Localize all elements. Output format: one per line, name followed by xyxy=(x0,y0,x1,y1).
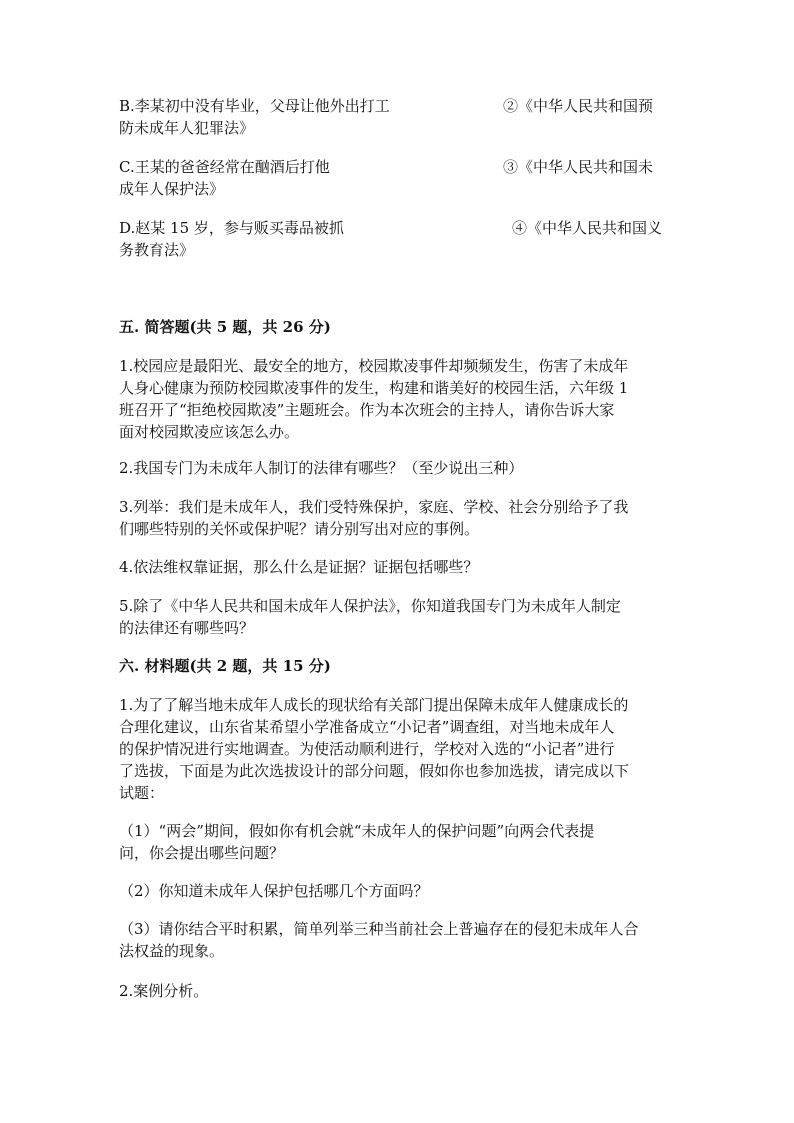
option-b-left: B.李某初中没有毕业，父母让他外出打工 xyxy=(119,97,390,115)
s6-q2: 2.案例分析。 xyxy=(119,982,209,1000)
option-d-left: D.赵某 15 岁，参与贩买毒品被抓 xyxy=(119,219,344,237)
s6-q1-line2: 合理化建议，山东省某希望小学准备成立“小记者”调查组，对当地未成年人 xyxy=(119,718,615,736)
s6-q1-line4: 了选拔，下面是为此次选拔设计的部分问题，假如你也参加选拔，请完成以下 xyxy=(119,762,630,780)
option-b-right: ②《中华人民共和国预 xyxy=(503,97,654,115)
s6-sub3-line1: （3）请你结合平时积累，简单列举三种当前社会上普遍存在的侵犯未成年人合 xyxy=(119,920,639,938)
s5-q2: 2.我国专门为未成年人制订的法律有哪些？（至少说出三种） xyxy=(119,459,524,477)
option-c-left: C.王某的爸爸经常在酗酒后打他 xyxy=(119,158,330,176)
s6-q1-line1: 1.为了了解当地未成年人成长的现状给有关部门提出保障未成年人健康成长的 xyxy=(119,696,629,714)
s5-q5-line2: 的法律还有哪些吗？ xyxy=(119,619,255,637)
section5-title: 五. 简答题(共 5 题，共 26 分) xyxy=(119,318,331,336)
s5-q3-line1: 3.列举：我们是未成年人，我们受特殊保护，家庭、学校、社会分别给予了我 xyxy=(119,498,629,516)
option-c-right: ③《中华人民共和国未 xyxy=(503,158,654,176)
s5-q1-line2: 人身心健康为预防校园欺凌事件的发生，构建和谐美好的校园生活，六年级 1 xyxy=(119,379,629,397)
option-d-right: ④《中华人民共和国义 xyxy=(512,219,663,237)
s5-q5-line1: 5.除了《中华人民共和国未成年人保护法》，你知道我国专门为未成年人制定 xyxy=(119,597,621,615)
s5-q4: 4.依法维权靠证据，那么什么是证据？证据包括哪些？ xyxy=(119,558,479,576)
s5-q1-line1: 1.校园应是最阳光、最安全的地方，校园欺凌事件却频频发生，伤害了未成年 xyxy=(119,357,629,375)
s6-sub1-line2: 问，你会提出哪些问题？ xyxy=(119,844,285,862)
option-b-continuation: 防未成年人犯罪法》 xyxy=(119,119,255,137)
s5-q3-line2: 们哪些特别的关怀或保护呢？请分别写出对应的事例。 xyxy=(119,520,480,538)
s6-q1-line5: 试题： xyxy=(119,784,165,802)
s6-q1-line3: 的保护情况进行实地调查。为使活动顺利进行，学校对入选的“小记者”进行 xyxy=(119,740,615,758)
s6-sub2: （2）你知道未成年人保护包括哪几个方面吗？ xyxy=(119,882,429,900)
s5-q1-line3: 班召开了“拒绝校园欺凌”主题班会。作为本次班会的主持人，请你告诉大家 xyxy=(119,401,615,419)
s6-sub1-line1: （1）“两会”期间，假如你有机会就“未成年人的保护问题”向两会代表提 xyxy=(119,822,595,840)
s5-q1-line4: 面对校园欺凌应该怎么办。 xyxy=(119,423,300,441)
section6-title: 六. 材料题(共 2 题，共 15 分) xyxy=(119,657,331,675)
s6-sub3-line2: 法权益的现象。 xyxy=(119,942,225,960)
option-c-continuation: 成年人保护法》 xyxy=(119,180,225,198)
option-d-continuation: 务教育法》 xyxy=(119,241,195,259)
